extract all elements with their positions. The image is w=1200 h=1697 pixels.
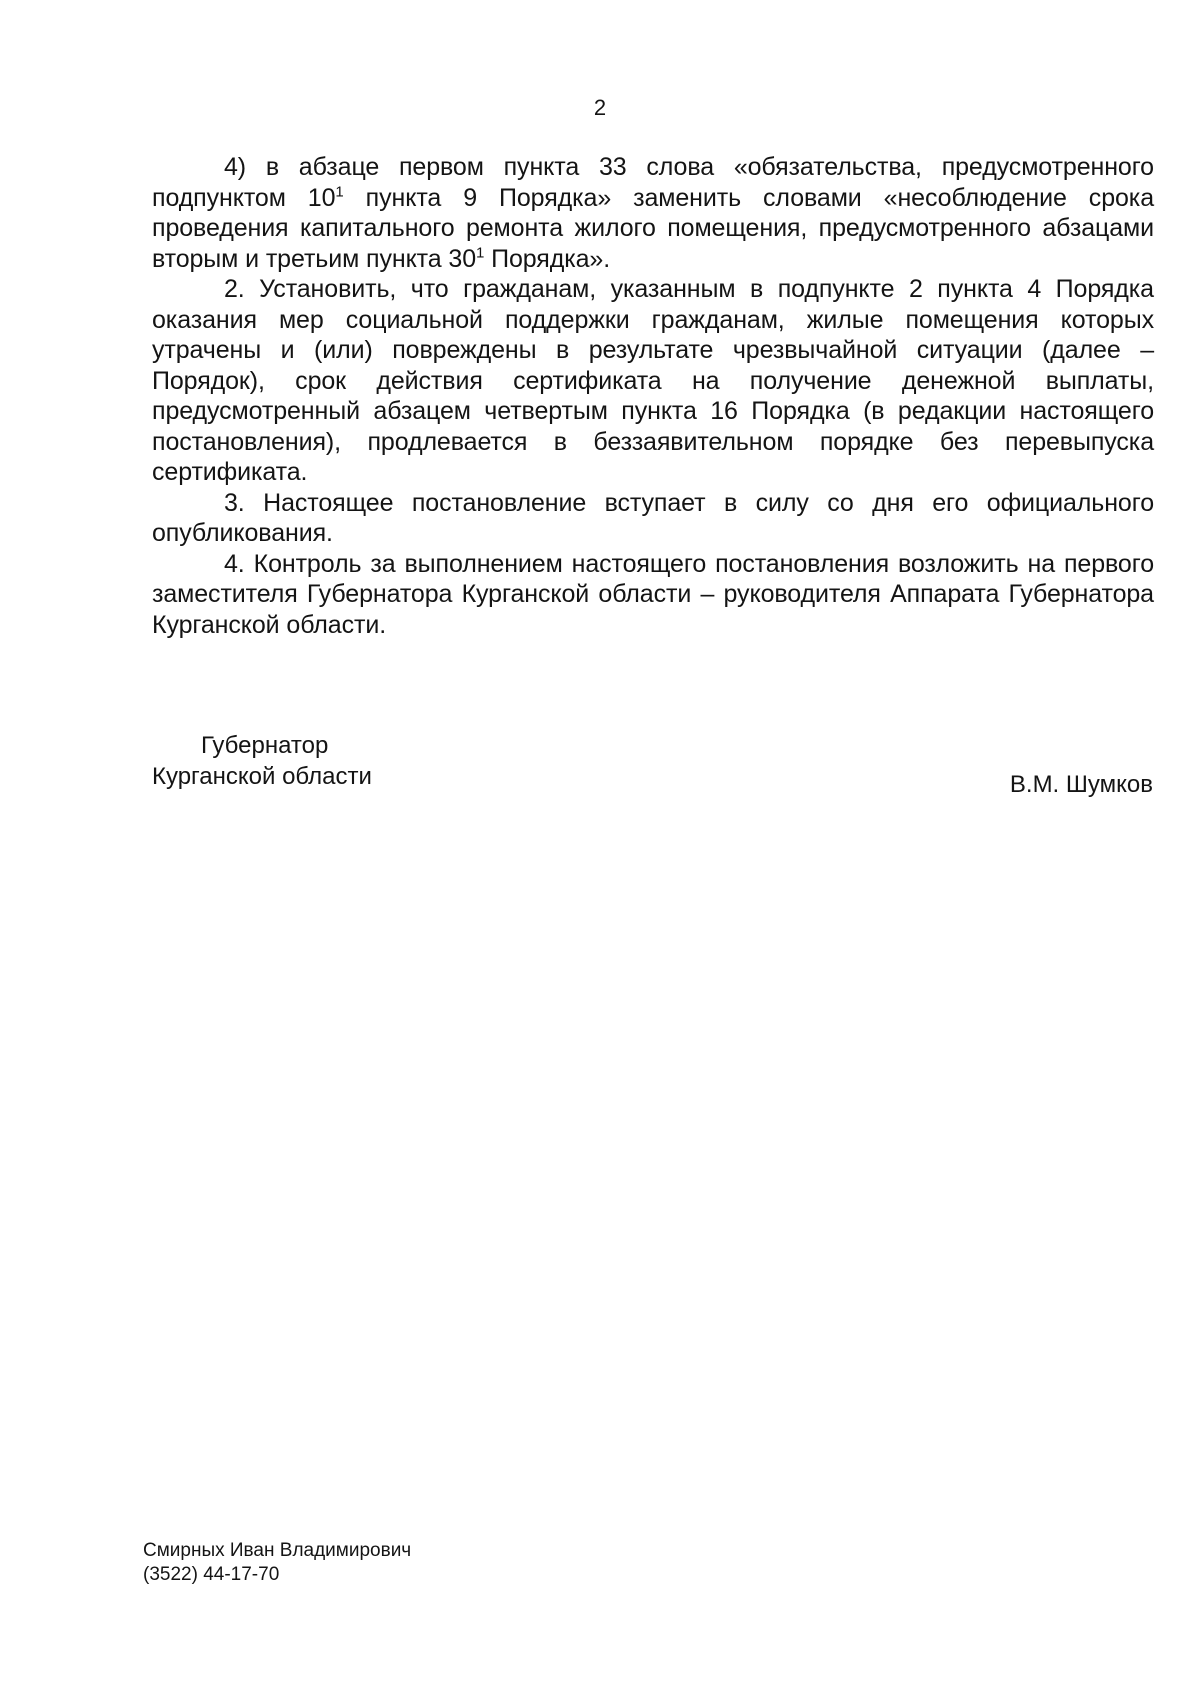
executor-block: [143, 1539, 411, 1587]
signatory-title: [152, 730, 372, 792]
superscript-2: 1: [476, 244, 485, 262]
paragraph-4: 4. Контроль за выполнением настоящего постановления возложить на первого заместителя Губернатора Курганской области – руководителя Аппарата Губернатора Курганской области.: [152, 549, 1154, 639]
paragraph-3: 3. Настоящее постановление вступает в силу со дня его официального опубликования.: [152, 488, 1154, 547]
superscript-1: 1: [335, 183, 344, 201]
document-body: [152, 152, 1154, 640]
paragraph-2: 2. Установить, что гражданам, указанным в подпункте 2 пункта 4 Порядка оказания мер социальной поддержки гражданам, жилые помещения которых утрачены и (или) повреждены в результате чрезвычайной ситуации (далее – Порядок), срок действия сертификата на получение денежной выплаты, предусмотренный абзацем четвертым пункта 16 Порядка (в редакции настоящего постановления), продлевается в беззаявительном порядке без перевыпуска сертификата.: [152, 275, 1154, 486]
paragraph-amendment-4-part-a: 4) в абзаце первом пункта 33 слова «обязательства, предусмотренного подпунктом 10: [152, 153, 1154, 212]
signatory-name: В.М. Шумков: [1009, 771, 1153, 798]
signatory-title-line-1: Губернатор: [201, 732, 329, 759]
executor-phone: (3522) 44-17-70: [143, 1564, 280, 1585]
page-number: 2: [593, 95, 607, 120]
paragraph-amendment-4-part-c: Порядка».: [484, 244, 611, 273]
paragraph-amendment-4: [152, 152, 1154, 274]
signatory-title-line-2: Курганской области: [152, 763, 372, 790]
paragraph-amendment-4-part-b: пункта 9 Порядка» заменить словами «несоблюдение срока проведения капитального ремонта жилого помещения, предусмотренного абзацами вторым и третьим пункта 30: [152, 183, 1154, 273]
executor-name: Смирных Иван Владимирович: [143, 1540, 412, 1561]
